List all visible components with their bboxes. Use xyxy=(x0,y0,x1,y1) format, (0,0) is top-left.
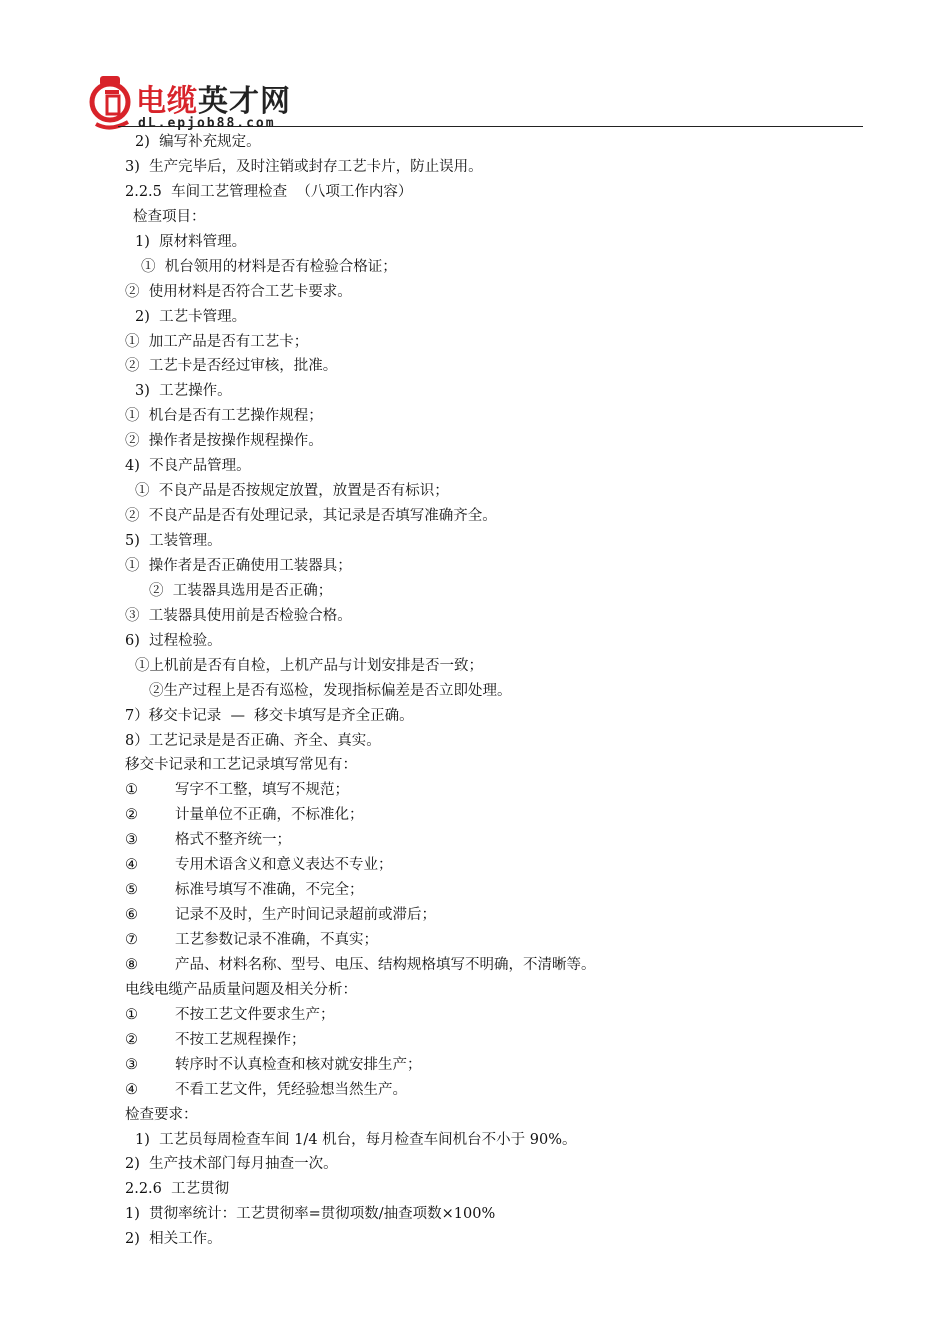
line-text: 2) 编写补充规定。 xyxy=(135,134,261,150)
line-text: 2) 生产技术部门每月抽查一次。 xyxy=(125,1156,338,1173)
list-marker: ③ xyxy=(125,1056,138,1073)
line-text: 3) 工艺操作。 xyxy=(135,383,232,400)
site-logo[interactable] xyxy=(88,72,318,134)
text-line xyxy=(125,454,865,479)
text-line xyxy=(125,255,865,280)
line-text: 2.2.6 工艺贯彻 xyxy=(125,1181,230,1198)
line-text: 写字不工整，填写不规范； xyxy=(175,782,349,799)
text-line xyxy=(125,1177,865,1202)
line-text: 1) 工艺员每周检查车间 1/4 机台，每月检查车间机台不小于 90%。 xyxy=(135,1131,577,1148)
text-line xyxy=(125,1152,865,1177)
text-line xyxy=(125,354,865,379)
line-text: 专用术语含义和意义表达不专业； xyxy=(175,857,393,874)
logo-title-red: 电缆 xyxy=(136,84,198,119)
text-line xyxy=(125,753,865,778)
text-line xyxy=(125,953,865,978)
line-text: ①上机前是否有自检，上机产品与计划安排是否一致； xyxy=(135,657,483,674)
text-line xyxy=(125,305,865,330)
logo-title xyxy=(136,76,291,120)
line-text: 5) 工装管理。 xyxy=(125,533,222,549)
text-line xyxy=(125,654,865,679)
line-text: ② 不良产品是否有处理记录，其记录是否填写准确齐全。 xyxy=(125,508,497,525)
line-text: ③ 工装器具使用前是否检验合格。 xyxy=(125,607,352,624)
text-line xyxy=(125,529,865,554)
text-line xyxy=(125,1053,865,1078)
line-text: ② 使用材料是否符合工艺卡要求。 xyxy=(125,283,352,300)
list-marker: ② xyxy=(125,1031,138,1048)
list-marker: ⑧ xyxy=(125,956,138,973)
list-marker: ⑦ xyxy=(125,932,138,948)
line-text: 2) 相关工作。 xyxy=(125,1231,222,1248)
line-text: 计量单位不正确，不标准化； xyxy=(175,807,364,824)
text-line xyxy=(125,1202,865,1227)
text-line xyxy=(125,803,865,828)
text-line xyxy=(125,280,865,305)
text-line xyxy=(125,1078,865,1103)
text-line xyxy=(125,928,865,953)
line-text: 标准号填写不准确，不完全； xyxy=(175,882,364,899)
text-line xyxy=(125,504,865,529)
text-line xyxy=(125,903,865,928)
text-line xyxy=(125,554,865,579)
line-text: 6) 过程检验。 xyxy=(125,632,222,649)
line-text: 不看工艺文件，凭经验想当然生产。 xyxy=(175,1081,407,1098)
text-line xyxy=(125,629,865,654)
line-text: ② 工装器具选用是否正确； xyxy=(149,582,333,599)
text-line xyxy=(125,1103,865,1128)
list-marker: ⑥ xyxy=(125,907,138,924)
text-line xyxy=(125,778,865,803)
text-line xyxy=(125,1128,865,1153)
line-text: 不按工艺规程操作； xyxy=(175,1031,306,1048)
line-text: 4) 不良产品管理。 xyxy=(125,458,251,475)
line-text: 3) 生产完毕后，及时注销或封存工艺卡片，防止误用。 xyxy=(125,158,483,175)
line-text: 记录不及时，生产时间记录超前或滞后； xyxy=(175,907,436,924)
line-text: 7）移交卡记录 — 移交卡填写是齐全正确。 xyxy=(125,707,414,724)
line-text: 工艺参数记录不准确，不真实； xyxy=(175,932,378,948)
line-text: 格式不整齐统一； xyxy=(175,832,291,849)
line-text: 检查要求： xyxy=(125,1106,198,1123)
text-line xyxy=(125,729,865,754)
line-text: 1) 原材料管理。 xyxy=(135,233,247,250)
text-line xyxy=(125,1028,865,1053)
list-marker: ① xyxy=(125,1006,138,1023)
text-line xyxy=(125,130,865,155)
logo-title-dark: 英才网 xyxy=(198,84,291,119)
text-line xyxy=(125,479,865,504)
line-text: ① 操作者是否正确使用工装器具； xyxy=(125,557,352,574)
text-line xyxy=(125,155,865,180)
text-line xyxy=(125,604,865,629)
text-line xyxy=(125,1227,865,1252)
text-line xyxy=(125,230,865,255)
text-line xyxy=(125,404,865,429)
line-text: ① 机台领用的材料是否有检验合格证； xyxy=(141,258,397,275)
text-line xyxy=(125,1003,865,1028)
text-line xyxy=(125,379,865,404)
line-text: 检查项目： xyxy=(133,208,206,225)
page-header xyxy=(0,0,950,130)
text-line xyxy=(125,180,865,205)
line-text: 2.2.5 车间工艺管理检查 （八项工作内容） xyxy=(125,183,413,200)
header-links xyxy=(627,89,735,102)
line-text: 移交卡记录和工艺记录填写常见有： xyxy=(125,757,357,774)
line-text: 产品、材料名称、型号、电压、结构规格填写不明确，不清晰等。 xyxy=(175,956,596,973)
text-line xyxy=(125,704,865,729)
text-line xyxy=(125,579,865,604)
text-line xyxy=(125,330,865,355)
line-text: 不按工艺文件要求生产； xyxy=(175,1006,335,1023)
line-text: 电线电缆产品质量问题及相关分析： xyxy=(125,981,357,998)
text-line xyxy=(125,878,865,903)
line-text: 2) 工艺卡管理。 xyxy=(135,308,247,325)
logo-domain: dL.epjob88.com xyxy=(138,116,276,131)
text-line xyxy=(125,828,865,853)
line-text: 转序时不认真检查和核对就安排生产； xyxy=(175,1056,422,1073)
header-divider xyxy=(118,126,863,127)
logo-emblem-icon xyxy=(88,72,136,132)
list-marker: ① xyxy=(125,782,138,799)
list-marker: ② xyxy=(125,807,138,824)
list-marker: ④ xyxy=(125,857,138,874)
line-text: 8）工艺记录是是否正确、齐全、真实。 xyxy=(125,732,381,749)
list-marker: ③ xyxy=(125,832,138,849)
text-line xyxy=(125,978,865,1003)
text-line xyxy=(125,853,865,878)
line-text: ②生产过程上是否有巡检，发现指标偏差是否立即处理。 xyxy=(149,682,512,699)
line-text: ① 机台是否有工艺操作规程； xyxy=(125,408,323,425)
line-text: ① 加工产品是否有工艺卡； xyxy=(125,333,309,350)
text-line xyxy=(125,429,865,454)
document-body xyxy=(125,130,865,1252)
text-line xyxy=(125,205,865,230)
text-line xyxy=(125,679,865,704)
line-text: ① 不良产品是否按规定放置，放置是否有标识； xyxy=(135,483,449,500)
line-text: ② 操作者是按操作规程操作。 xyxy=(125,433,323,450)
list-marker: ④ xyxy=(125,1081,138,1098)
line-text: ② 工艺卡是否经过审核，批准。 xyxy=(125,358,338,375)
list-marker: ⑤ xyxy=(125,882,138,899)
line-text: 1) 贯彻率统计：工艺贯彻率=贯彻项数/抽查项数×100% xyxy=(125,1206,496,1223)
